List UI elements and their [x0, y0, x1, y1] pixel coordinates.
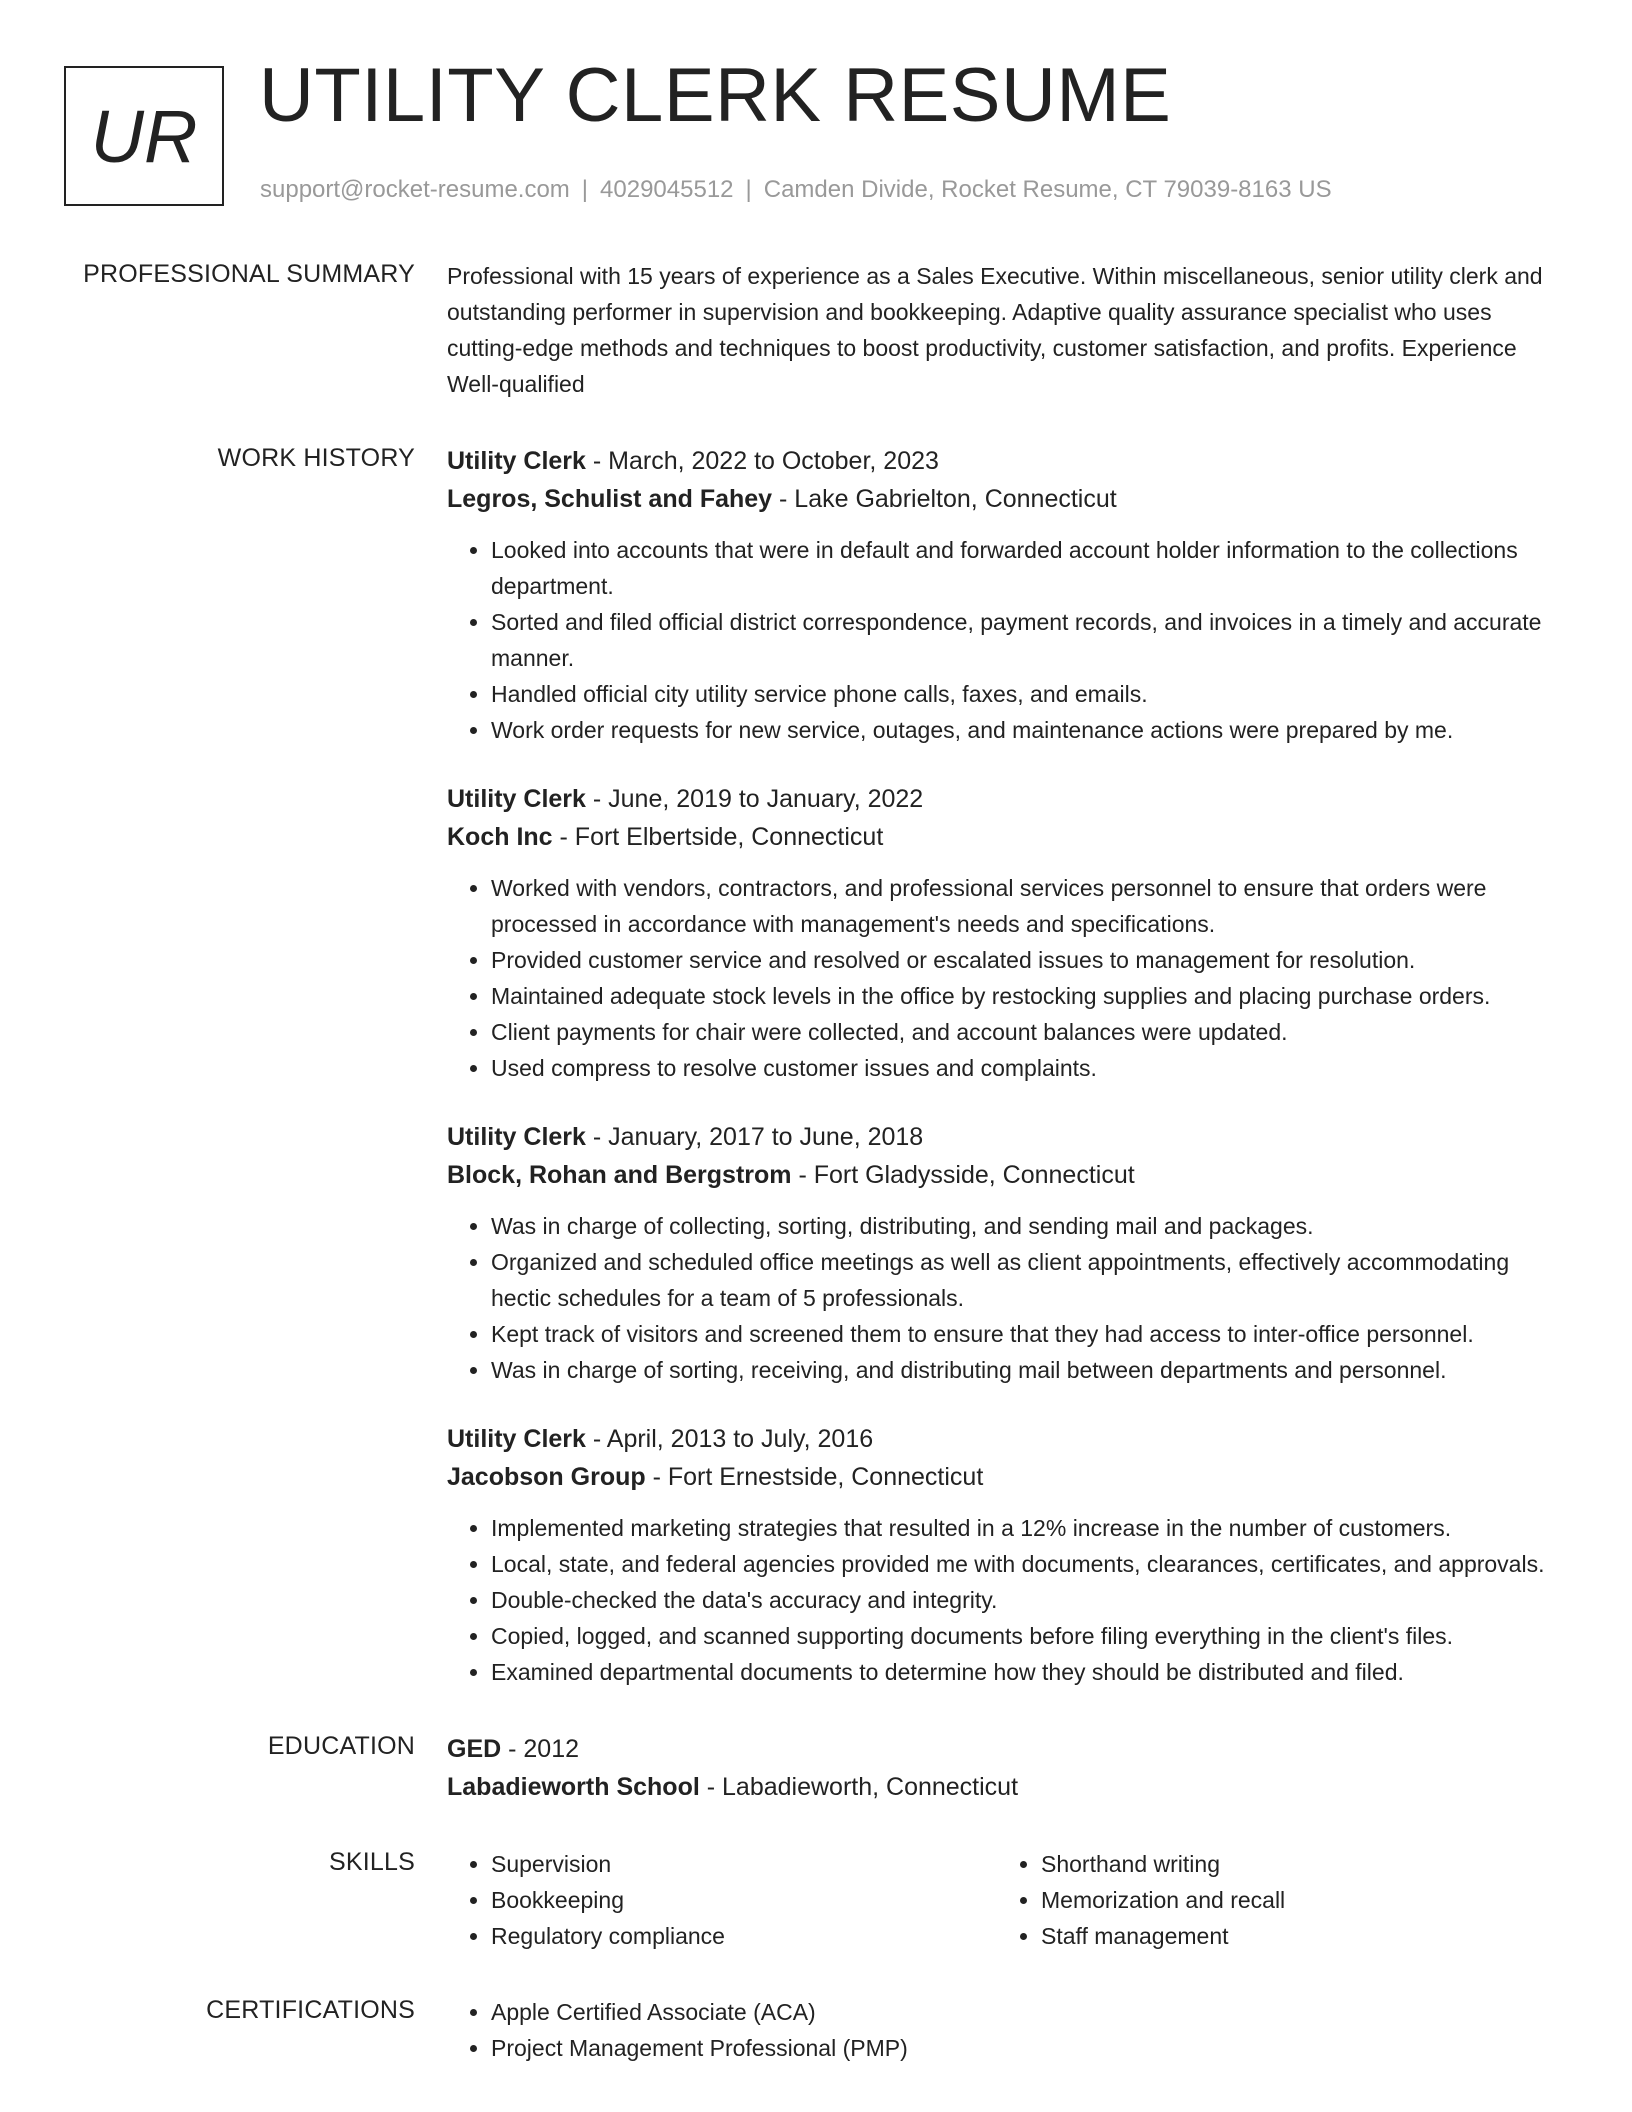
contact-email: support@rocket-resume.com — [260, 176, 570, 203]
education-school: Labadieworth School — [447, 1773, 700, 1801]
section-body — [447, 1730, 1567, 1806]
section-label: WORK HISTORY — [217, 444, 415, 472]
job-bullets — [447, 532, 1567, 748]
education-school-line — [447, 1768, 1567, 1806]
job-bullet: • Work order requests for new service, outages, and maintenance actions were prepared by me. — [491, 712, 1567, 748]
job-dates: - January, 2017 to June, 2018 — [585, 1123, 924, 1151]
job-title: Utility Clerk — [447, 1123, 586, 1151]
section-body — [447, 442, 1567, 1690]
job-location: - Fort Elbertside, Connecticut — [552, 823, 884, 851]
contact-separator: | — [745, 176, 752, 203]
section-certifications — [0, 1994, 1632, 2066]
education-year: - 2012 — [501, 1735, 580, 1763]
skills-column-right — [997, 1846, 1547, 1954]
education-degree-line — [447, 1730, 1567, 1768]
job-bullet: • Was in charge of sorting, receiving, and distributing mail between departments and personnel. — [491, 1352, 1567, 1388]
skill-item: • Shorthand writing — [1041, 1846, 1547, 1882]
job-bullet: • Client payments for chair were collected, and account balances were updated. — [491, 1014, 1567, 1050]
job-heading — [447, 1118, 1567, 1156]
contact-line — [260, 176, 1332, 204]
resume-content — [0, 258, 1632, 2106]
job-location: - Fort Ernestside, Connecticut — [645, 1463, 984, 1491]
job-company-line — [447, 818, 1567, 856]
job-entry — [447, 780, 1567, 1086]
certification-item: • Project Management Professional (PMP) — [491, 2030, 1567, 2066]
job-title: Utility Clerk — [447, 785, 586, 813]
job-bullet: • Was in charge of collecting, sorting, distributing, and sending mail and packages. — [491, 1208, 1567, 1244]
job-location: - Fort Gladysside, Connecticut — [791, 1161, 1135, 1189]
section-label: CERTIFICATIONS — [206, 1996, 415, 2024]
education-degree: GED — [447, 1735, 502, 1763]
job-bullet: • Sorted and filed official district correspondence, payment records, and invoices in a timely and accurate manner. — [491, 604, 1567, 676]
job-title: Utility Clerk — [447, 447, 586, 475]
resume-title: UTILITY CLERK RESUME — [259, 53, 1172, 138]
job-bullet: • Copied, logged, and scanned supporting documents before filing everything in the client's files. — [491, 1618, 1567, 1654]
job-company: Legros, Schulist and Fahey — [447, 485, 773, 513]
job-heading — [447, 780, 1567, 818]
skills-list — [447, 1846, 1567, 1954]
job-bullet: • Kept track of visitors and screened them to ensure that they had access to inter-office personnel. — [491, 1316, 1567, 1352]
skill-item: • Memorization and recall — [1041, 1882, 1547, 1918]
job-bullet: • Maintained adequate stock levels in the office by restocking supplies and placing purchase orders. — [491, 978, 1567, 1014]
section-body — [447, 258, 1567, 402]
skill-item: • Staff management — [1041, 1918, 1547, 1954]
section-skills — [0, 1846, 1632, 1954]
skills-column-left — [447, 1846, 997, 1954]
job-bullets — [447, 1510, 1567, 1690]
job-bullet: • Examined departmental documents to determine how they should be distributed and filed. — [491, 1654, 1567, 1690]
job-bullet: • Local, state, and federal agencies provided me with documents, clearances, certificates, and approvals. — [491, 1546, 1567, 1582]
job-company: Jacobson Group — [447, 1463, 646, 1491]
contact-phone: 4029045512 — [600, 176, 734, 203]
job-location: - Lake Gabrielton, Connecticut — [772, 485, 1117, 513]
section-label: SKILLS — [329, 1848, 415, 1876]
job-dates: - March, 2022 to October, 2023 — [585, 447, 939, 475]
job-entry — [447, 442, 1567, 748]
job-heading — [447, 1420, 1567, 1458]
job-entry — [447, 1420, 1567, 1690]
monogram-logo: UR — [64, 66, 224, 206]
job-company-line — [447, 1156, 1567, 1194]
job-bullets — [447, 870, 1567, 1086]
job-company-line — [447, 480, 1567, 518]
education-location: - Labadieworth, Connecticut — [699, 1773, 1019, 1801]
job-bullet: • Worked with vendors, contractors, and professional services personnel to ensure that orders were processed in accordance with management's needs and specifications. — [491, 870, 1567, 942]
job-bullet: • Handled official city utility service phone calls, faxes, and emails. — [491, 676, 1567, 712]
job-heading — [447, 442, 1567, 480]
summary-text: Professional with 15 years of experience as a Sales Executive. Within miscellaneous, senior utility clerk and outstanding performer in supervision and bookkeeping. Adaptive quality assurance specialist who uses cutting-edge methods and techniques to boost productivity, customer satisfaction, and profits. Experience Well-qualified — [447, 263, 1543, 397]
job-company: Koch Inc — [447, 823, 553, 851]
certification-item: • Apple Certified Associate (ACA) — [491, 1994, 1567, 2030]
contact-address: Camden Divide, Rocket Resume, CT 79039-8163 US — [763, 176, 1332, 203]
contact-separator: | — [581, 176, 589, 203]
job-company-line — [447, 1458, 1567, 1496]
job-title: Utility Clerk — [447, 1425, 586, 1453]
job-bullet: • Double-checked the data's accuracy and integrity. — [491, 1582, 1567, 1618]
job-bullet: • Organized and scheduled office meetings as well as client appointments, effectively accommodating hectic schedules for a team of 5 professionals. — [491, 1244, 1567, 1316]
skill-item: • Supervision — [491, 1846, 997, 1882]
section-body — [447, 1994, 1567, 2066]
job-bullets — [447, 1208, 1567, 1388]
section-education — [0, 1730, 1632, 1806]
job-dates: - April, 2013 to July, 2016 — [585, 1425, 874, 1453]
skill-item: • Regulatory compliance — [491, 1918, 997, 1954]
job-bullet: • Looked into accounts that were in default and forwarded account holder information to the collections department. — [491, 532, 1567, 604]
job-bullet: • Used compress to resolve customer issues and complaints. — [491, 1050, 1567, 1086]
certifications-list — [447, 1994, 1567, 2066]
job-bullet: • Provided customer service and resolved or escalated issues to management for resolution. — [491, 942, 1567, 978]
job-dates: - June, 2019 to January, 2022 — [585, 785, 924, 813]
job-bullet: • Implemented marketing strategies that resulted in a 12% increase in the number of customers. — [491, 1510, 1567, 1546]
section-label: EDUCATION — [267, 1732, 415, 1760]
job-company: Block, Rohan and Bergstrom — [447, 1161, 792, 1189]
section-work-history — [0, 442, 1632, 1690]
skill-item: • Bookkeeping — [491, 1882, 997, 1918]
job-entry — [447, 1118, 1567, 1388]
section-professional-summary — [0, 258, 1632, 402]
section-label: PROFESSIONAL SUMMARY — [83, 260, 415, 288]
